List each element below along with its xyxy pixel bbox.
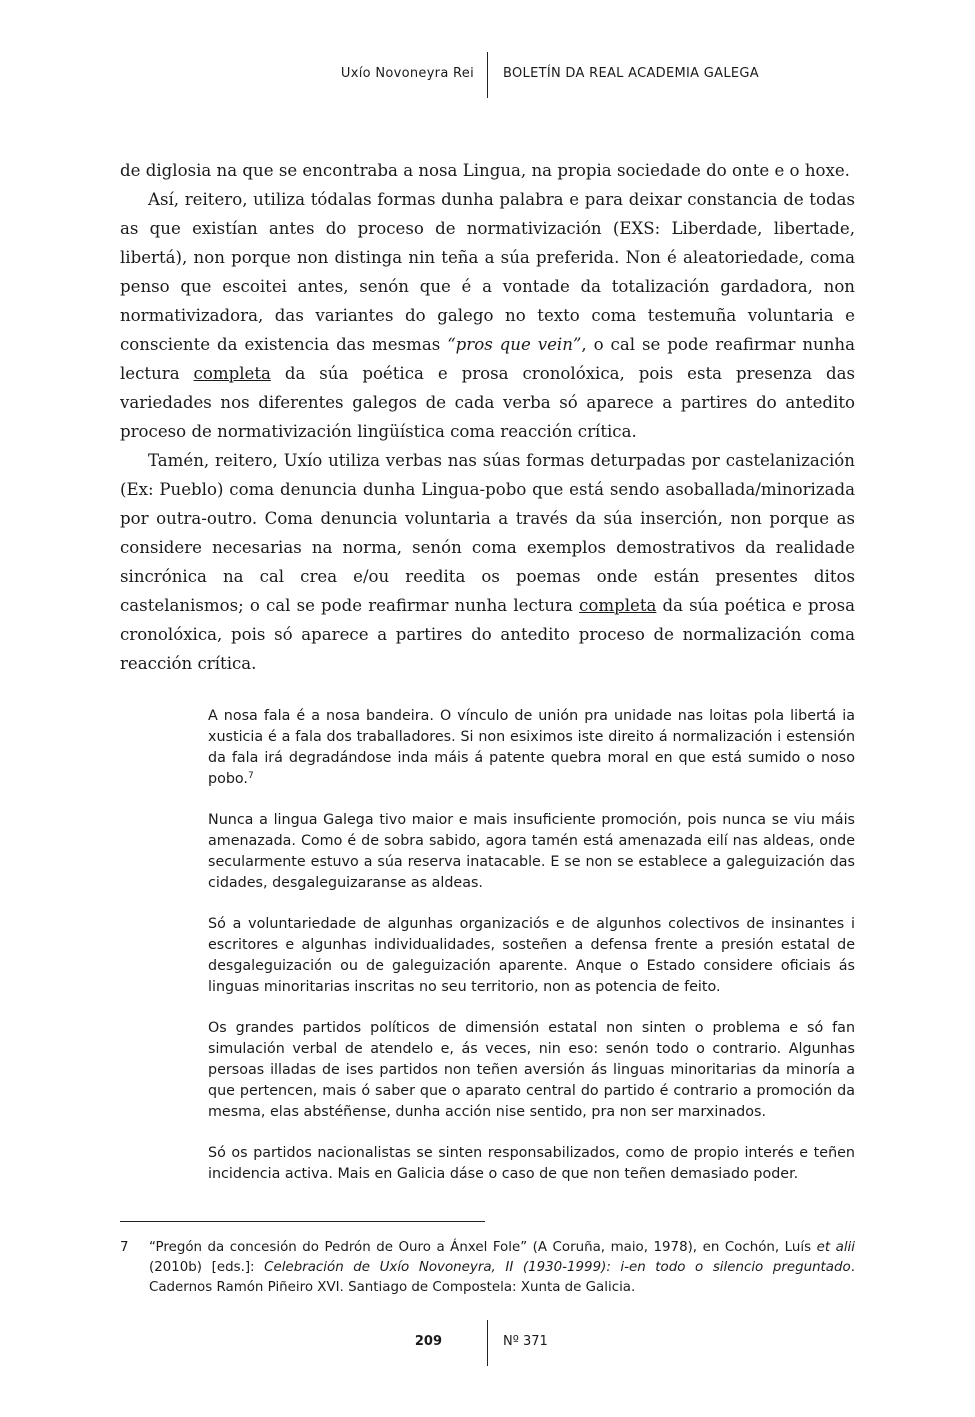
header-author: Uxío Novoneyra Rei xyxy=(340,66,474,81)
quote-paragraph-1 xyxy=(208,706,855,790)
paragraph-2-text-a: Así, reitero, utiliza tódalas formas dunha palabra e para deixar constancia de todas as que existían antes do proceso de normativización (EXS: Liberdade, libertade, libertá), non porque non distinga nin teña a súa preferida. Non é aleatoriedade, coma penso que escoitei antes, senón que é a vontade da totalización gardadora, non normativizadora, das variantes do galego no texto coma testemuña voluntaria e consciente da existencia das mesmas xyxy=(120,190,855,354)
issue-number: Nº 371 xyxy=(503,1334,548,1349)
quote-paragraph-5: Só os partidos nacionalistas se sinten responsabilizados, como de propio interés e teñen incidencia activa. Mais en Galicia dáse o caso de que non teñen demasiado poder. xyxy=(208,1145,855,1182)
footnote-text-2: (2010b) [eds.]: xyxy=(149,1260,265,1275)
quote-paragraph-2: Nunca a lingua Galega tivo maior e mais insuficiente promoción, pois nunca se viu máis amenazada. Como é de sobra sabido, agora tamén está amenazada eilí nas aldeas, onde secularmente estuvo a súa reserva inatacable. E se non se establece a galeguización das cidades, desgaleguizaranse as aldeas. xyxy=(208,812,855,891)
page-footer xyxy=(0,1320,975,1366)
footnote-number: 7 xyxy=(120,1240,129,1255)
paragraph-2-text-c: da súa poética e prosa cronolóxica, pois esta presenza das variedades nos diferentes galegos de cada verba só aparece a partires do antedito proceso de normativización lingüística coma reacción crítica. xyxy=(120,364,855,441)
paragraph-2 xyxy=(120,185,855,446)
header-journal-title: BOLETÍN DA REAL ACADEMIA GALEGA xyxy=(503,66,759,81)
footnote-text xyxy=(149,1238,855,1298)
main-body-text xyxy=(120,156,855,678)
underlined-word: completa xyxy=(193,364,271,383)
footnote-separator xyxy=(120,1221,485,1222)
paragraph-3-text-a: Tamén, reitero, Uxío utiliza verbas nas súas formas deturpadas por castelanización (Ex: Pueblo) coma denuncia dunha Lingua-pobo que está sendo asoballada/minorizada por outra-outro. Coma denuncia voluntaria a través da súa inserción, non porque as considere necesarias na norma, senón coma exemplos demostrativos da realidade sincrónica na cal crea e/ou reedita os poemas onde están presentes ditos castelanismos; o cal se pode reafirmar nunha lectura xyxy=(120,451,855,615)
footer-divider xyxy=(487,1320,488,1366)
quote-paragraph-3: Só a voluntariedade de algunhas organizaciós e de algunhos colectivos de insinantes i escritores e algunhas individualidades, sosteñen a defensa frente a presión estatal de desgaleguización ou de galeguización aparente. Anque o Estado considere oficiais ás linguas minoritarias inscritas no seu territorio, non as potencia de feito. xyxy=(208,916,855,995)
paragraph-2-text-b: , o cal se pode reafirmar nunha lectura xyxy=(120,335,855,383)
footnote-book-title: Celebración de Uxío Novoneyra, II (1930-1999): i-en todo o silencio preguntado xyxy=(264,1260,851,1275)
running-header xyxy=(0,52,975,98)
paragraph-3 xyxy=(120,446,855,678)
header-divider xyxy=(487,52,488,98)
paragraph-1: de diglosia na que se encontraba a nosa Lingua, na propia sociedade do onte e o hoxe. xyxy=(120,161,850,180)
footnote xyxy=(120,1238,855,1298)
paragraph-3-text-b: da súa poética e prosa cronolóxica, pois só aparece a partires do antedito proceso de normalización coma reacción crítica. xyxy=(120,596,855,673)
footnote-italic-1: et alii xyxy=(816,1240,856,1255)
quote-paragraph-1-text: A nosa fala é a nosa bandeira. O vínculo de unión pra unidade nas loitas pola libertá ia xusticia é a fala dos traballadores. Si non esiximos iste direito á normalización i estensión da fala irá degradándose inda máis á patente quebra moral en que está sumido o noso pobo. xyxy=(208,708,855,787)
block-quote xyxy=(208,706,855,1205)
footnote-reference: 7 xyxy=(247,771,254,781)
quoted-phrase: “pros que vein” xyxy=(447,335,582,354)
underlined-word: completa xyxy=(579,596,657,615)
quote-paragraph-4: Os grandes partidos políticos de dimensión estatal non sinten o problema e só fan simulación verbal de atendelo e, ás veces, nin eso: senón todo o contrario. Algunhas persoas illadas de ises partidos non teñen aversión ás linguas minoritarias da minoría a que pertencen, mais ó saber que o aparato central do partido é contrario a promoción da mesma, elas abstéñense, dunha acción nise sentido, pra non ser marxinados. xyxy=(208,1020,855,1120)
footnote-text-1: “Pregón da concesión do Pedrón de Ouro a Ánxel Fole” (A Coruña, maio, 1978), en Cochón, Luís xyxy=(149,1240,817,1255)
page-number: 209 xyxy=(414,1334,442,1349)
footnote-text-3: . Cadernos Ramón Piñeiro XVI. Santiago de Compostela: Xunta de Galicia. xyxy=(149,1260,855,1295)
